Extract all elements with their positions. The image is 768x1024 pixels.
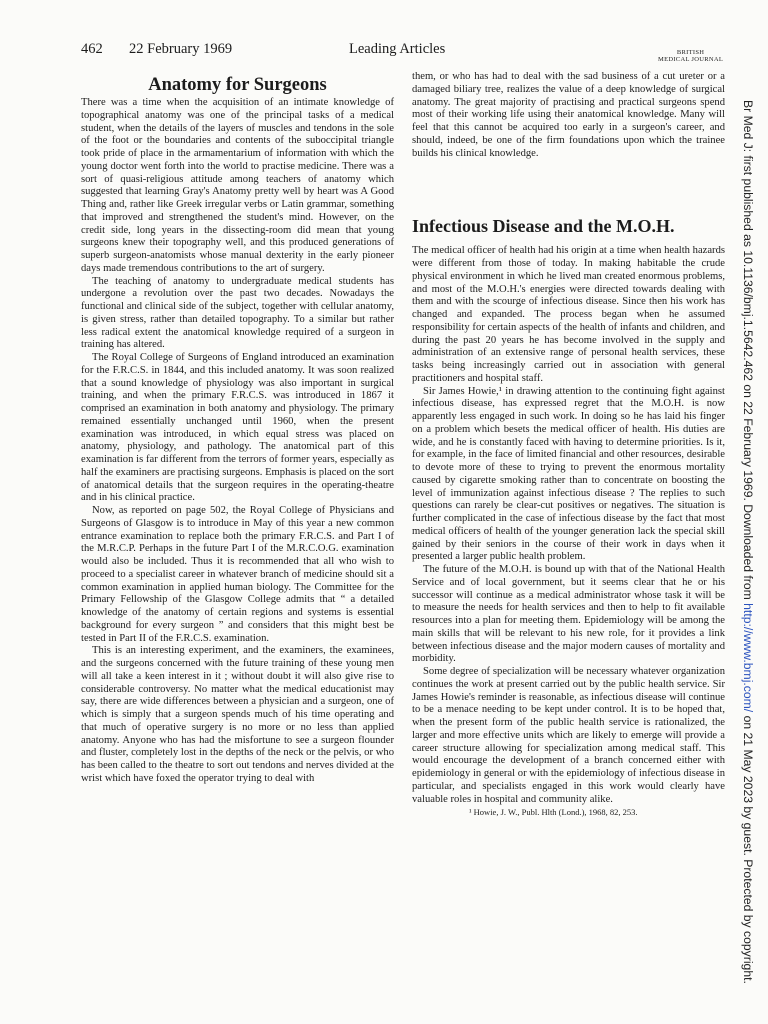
article2-paragraph: The future of the M.O.H. is bound up with that of the National Health Service and of local government, but it seems clear that he or his successor will continue as a medical administrator whose task it will be to measure the needs for health services and then to help to fit available resources into a plan for meeting them. Epidemiology will be among the main skills that will be relevant to his new role, for it provides a link between infectious disease and the major modern causes of mortality and morbidity. [412, 564, 725, 665]
citation-prefix: Br Med J: first published as 10.1136/bmj.1.5642.462 on 22 February 1969. Downloaded from [741, 100, 755, 604]
citation-text [741, 100, 755, 984]
article2-paragraph: The medical officer of health had his origin at a time when health hazards were different from those of today. In making habitable the crude physical environment in which he lived man created enormous problems, and most of the M.O.H.'s energies were directed towards dealing with them and with the scourge of infectious disease. Since then his work has changed and expanded. The process began when he assumed responsibility for certain aspects of the health of infants and children, and during the past 20 years he has become involved in the supply and administration of an extensive range of personal health services, these tasks being increasingly carried out in association with general practitioners and hospital staff. [412, 245, 725, 384]
journal-logo-line2: MEDICAL JOURNAL [658, 56, 724, 63]
article1-paragraph: The Royal College of Surgeons of England introduced an examination for the F.R.C.S. in 1844, and this included anatomy. It was soon realized that a sound knowledge of physiology was also important in surgical training, and when the primary F.R.C.S. was introduced in 1867 it comprised an examination in both anatomy and physiology. The primary remained essentially unchanged until 1960, when the present examination was introduced, in which equal stress was placed on anatomy, physiology, and pathology. The anatomical part of this examination is far different from the terrors of former years, especially as half the examiners are practising surgeons. Emphasis is placed on the sort of anatomical details that the surgeon requires in the operating-theatre and in his clinical practice. [81, 352, 394, 504]
journal-logo-line1: BRITISH [676, 49, 705, 56]
citation-sidebar [737, 100, 757, 984]
article2-paragraph: Sir James Howie,¹ in drawing attention to the continuing fight against infectious disease, has expressed regret that the M.O.H. is now apparently less engaged in such work. In doing so he has laid his finger on a problem which besets the medical officer of health. His duties are wide, and he is constantly faced with having to determine priorities. Is it, for example, in the face of limited financial and other resources, desirable to devote more of these to trying to prevent the enormous mortality caused by cigarette smoking rather than to concentrate on boosting the level of immunization against infectious disease ? The replies to such questions can rarely be clear-cut positives or negatives. The situation is further complicated in the case of infectious disease by the fact that most medical officers of health of the younger generation lack the special skill gained by their seniors in the course of their work in days when it presented a larger public health problem. [412, 385, 725, 563]
section-title: Leading Articles [349, 41, 446, 57]
bmj-link[interactable]: http://www.bmj.com/ [741, 603, 755, 713]
left-column [81, 73, 394, 786]
article1-paragraph: This is an interesting experiment, and the examiners, the examinees, and the surgeons concerned with the future training of these young men will all take a keen interest in it ; without doubt it will also give rise to considerable controversy. No matter what the medical educationist may say, there are wide differences between a physician and a surgeon, one of which is simply that a surgeon spends much of his time operating and that much of operative surgery is no more or no less than applied anatomy. Anyone who has had the misfortune to see a surgeon flounder and fluster, completely lost in the depths of the neck or the pelvis, or who has been called to the theatre to sort out tendons and nerves divided at the wrist which have foxed the operator trying to deal with [81, 645, 394, 784]
article2-title: Infectious Disease and the M.O.H. [412, 216, 675, 237]
page-number: 462 [81, 41, 103, 57]
article1-paragraph: There was a time when the acquisition of an intimate knowledge of topographical anatomy was one of the principal tasks of a medical student, when the details of the layers of muscles and tendons in the sole of the foot or the boundaries and contents of the suboccipital triangle took pride of place in the armamentarium of information with which the young doctor went forth into the world to practise medicine. There was a sort of quasi-religious attitude among teachers of anatomy which suggested that learning Gray's Anatomy pretty well by heart was A Good Thing and, rather like Greek irregular verbs or Latin grammar, something that improved and strengthened the student's mind. However, on the credit side, long years in the dissecting-room did mean that young surgeons knew their topography well, and this produced generations of superb surgeon-anatomists whose manual dexterity in the early pioneer days made tremendous contributions to the art of surgery. [81, 97, 394, 274]
journal-logo [658, 49, 723, 63]
article2-paragraph: Some degree of specialization will be necessary whatever organization continues the work at present carried out by the public health service. Sir James Howie's reminder is reasonable, as infectious disease will continue to be a menace needing to be kept under control. It is to be hoped that, when the present form of the public health service is rationalized, the larger and more effective units which are likely to emerge will provide a career structure allowing for specialization among medical staff. This would encourage the development of a branch concerned either with epidemiology in general or with the epidemiology of infectious disease in particular, and specialists engaged in this work would clearly have valuable roles in hospital and community alike. [412, 666, 725, 805]
article1-title: Anatomy for Surgeons [148, 75, 327, 95]
right-column [412, 71, 725, 819]
citation-suffix: on 21 May 2023 by guest. Protected by copyright. [741, 712, 755, 984]
article1-continuation: them, or who has had to deal with the sad business of a cut ureter or a damaged biliary tree, realizes the value of a deep knowledge of surgical anatomy. The great majority of practising and practical surgeons spend most of their working life using their anatomical knowledge. Many will feel that this cannot be acquired too early in a surgeon's career, and should, indeed, be one of the firm foundations upon which the trainee builds his clinical knowledge. [412, 71, 725, 159]
article1-paragraph: Now, as reported on page 502, the Royal College of Physicians and Surgeons of Glasgow is to introduce in May of this year a new common entrance examination to replace both the primary F.R.C.S. and Part I of the M.R.C.P. Perhaps in the future Part I of the M.R.C.O.G. examination would also be included. Thus it is recommended that all who wish to proceed to a specialist career in whatever branch of medicine should sit a common examination in applied human biology. The Committee for the Primary Fellowship of the Glasgow College admits that “ a detailed knowledge of the anatomy of certain regions and systems is essential background for every surgeon ” and considers that this might best be tested in Part II of the F.R.C.S. examination. [81, 505, 394, 644]
issue-date: 22 February 1969 [129, 41, 233, 57]
article1-paragraph: The teaching of anatomy to undergraduate medical students has undergone a revolution over the past two decades. Nowadays the functional and clinical side of the subject, together with cellular anatomy, is given stress, rather than detailed topography. To a similar but rather less radical extent the anatomical knowledge required of a surgeon in training has altered. [81, 275, 394, 351]
footnote: ¹ Howie, J. W., Publ. Hlth (Lond.), 1968, 82, 253. [469, 807, 638, 818]
page-header [0, 41, 768, 65]
